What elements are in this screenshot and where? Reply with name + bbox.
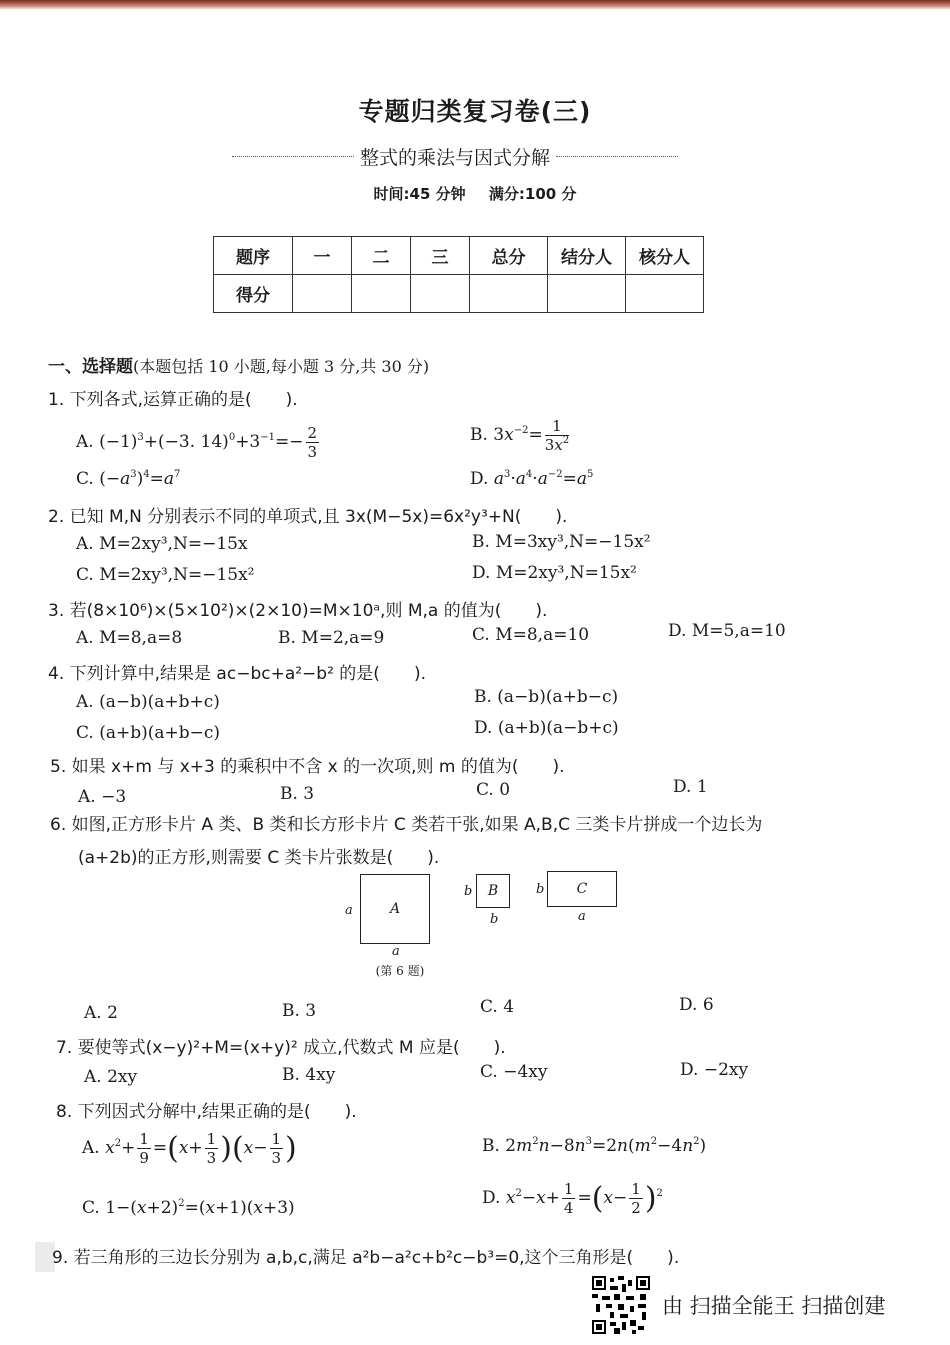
score-blank[interactable] [293, 275, 352, 313]
score-table-score-row [214, 275, 704, 313]
question-3-option-c: C. M=8,a=10 [472, 625, 590, 645]
score-blank[interactable] [470, 275, 548, 313]
exam-full-score: 满分:100 分 [488, 185, 577, 203]
question-1-option-c: C. $(-a^3)^4=a^7$ [76, 469, 181, 489]
page-title: 专题归类复习卷(三) [358, 97, 592, 126]
score-cell-part2: 二 [352, 237, 411, 275]
figure-caption: (第 6 题) [375, 964, 425, 978]
card-b-side-label: b [464, 884, 473, 899]
question-9-stem: 9. 若三角形的三边长分别为 a,b,c,满足 a²b−a²c+b²c−b³=0,这个三角形是( ). [52, 1248, 680, 1268]
subtitle-dots-right [556, 156, 678, 157]
qr-code-icon [592, 1276, 650, 1334]
question-6-stem-line2: (a+2b)的正方形,则需要 C 类卡片张数是( ). [78, 848, 440, 868]
question-2-option-a: A. M=2xy³,N=−15x [76, 534, 248, 554]
scanner-watermark [592, 1274, 932, 1334]
score-cell-label: 题序 [214, 237, 293, 275]
question-7-option-b: B. 4xy [282, 1065, 336, 1085]
score-cell-part3: 三 [411, 237, 470, 275]
question-6-option-b: B. 3 [282, 1001, 317, 1021]
question-4-stem: 4. 下列计算中,结果是 ac−bc+a²−b² 的是( ). [48, 664, 426, 684]
exam-time: 时间:45 分钟 [373, 185, 466, 203]
question-1-stem: 1. 下列各式,运算正确的是( ). [48, 390, 298, 410]
card-a-bottom-label: a [392, 944, 400, 959]
question-3-option-a: A. M=8,a=8 [76, 628, 183, 648]
question-1-option-a: A. $(-1)^3+(-3$. $14)^0+3^{-1}=-$ $\frac{2}{3}$ [76, 424, 318, 461]
question-5-option-c: C. 0 [476, 780, 511, 800]
score-table [213, 236, 704, 313]
question-3-stem: 3. 若(8×10⁶)×(5×10²)×(2×10)=M×10ᵃ,则 M,a 的值为( ). [48, 601, 548, 621]
question-5-stem: 5. 如果 x+m 与 x+3 的乘积中不含 x 的一次项,则 m 的值为( ). [50, 757, 565, 777]
question-2-option-d: D. M=2xy³,N=15x² [472, 563, 637, 583]
page-subtitle: 整式的乘法与因式分解 [360, 147, 551, 169]
exam-info [0, 183, 950, 204]
question-7-option-c: C. −4xy [480, 1062, 548, 1082]
score-blank[interactable] [352, 275, 411, 313]
score-row-label: 得分 [214, 275, 293, 313]
card-c-side-label: b [536, 882, 545, 897]
section-title: 一、选择题 [48, 357, 133, 377]
question-2-stem: 2. 已知 M,N 分别表示不同的单项式,且 3x(M−5x)=6x²y³+N( ). [48, 507, 568, 527]
question-4-option-d: D. (a+b)(a−b+c) [474, 718, 619, 738]
card-c: C [547, 871, 617, 907]
score-blank[interactable] [411, 275, 470, 313]
question-7-stem: 7. 要使等式(x−y)²+M=(x+y)² 成立,代数式 M 应是( ). [56, 1038, 506, 1058]
card-b-bottom-label: b [490, 912, 499, 927]
question-5-option-d: D. 1 [673, 777, 708, 797]
question-1-option-b: B. $3x^{-2}=$ $\frac{1}{3x^2}$ [470, 417, 570, 454]
question-1-option-d: D. $a^3\cdot a^4\cdot a^{-2}=a^5$ [470, 469, 594, 489]
score-cell-part1: 一 [293, 237, 352, 275]
question-7-option-d: D. −2xy [680, 1060, 749, 1080]
question-6-figure [330, 868, 630, 958]
top-edge-band [0, 0, 950, 10]
section-heading [48, 352, 429, 377]
scanner-text: 由 扫描全能王 扫描创建 [662, 1294, 886, 1318]
question-2-option-b: B. M=3xy³,N=−15x² [472, 532, 651, 552]
card-a: A [360, 874, 430, 944]
question-8-stem: 8. 下列因式分解中,结果正确的是( ). [56, 1102, 357, 1122]
subtitle-dots-left [232, 156, 354, 157]
section-note: (本题包括 10 小题,每小题 3 分,共 30 分) [133, 357, 430, 376]
score-blank[interactable] [626, 275, 704, 313]
score-cell-scorer: 结分人 [548, 237, 626, 275]
question-5-option-b: B. 3 [280, 784, 315, 804]
card-a-side-label: a [345, 903, 353, 918]
question-6-option-c: C. 4 [480, 997, 515, 1017]
score-cell-total: 总分 [470, 237, 548, 275]
question-6-option-d: D. 6 [679, 995, 714, 1015]
question-4-option-a: A. (a−b)(a+b+c) [76, 692, 220, 712]
score-blank[interactable] [548, 275, 626, 313]
question-8-option-c: C. $1-(x+2)^2=(x+1)(x+3)$ [82, 1198, 295, 1218]
score-cell-checker: 核分人 [626, 237, 704, 275]
question-7-option-a: A. 2xy [84, 1067, 138, 1087]
card-c-bottom-label: a [578, 909, 586, 924]
question-4-option-c: C. (a+b)(a+b−c) [76, 723, 221, 743]
score-table-header-row [214, 237, 704, 275]
question-8-option-d: D. $x^2-x+$ $\frac{1}{4}$ =(x− $\frac{1}{2}$ )$^2$ [482, 1180, 663, 1217]
card-b: B [476, 874, 510, 908]
question-4-option-b: B. (a−b)(a+b−c) [474, 687, 619, 707]
question-6-stem-line1: 6. 如图,正方形卡片 A 类、B 类和长方形卡片 C 类若干张,如果 A,B,C 三类卡片拼成一个边长为 [50, 815, 763, 835]
question-5-option-a: A. −3 [78, 787, 127, 807]
question-3-option-b: B. M=2,a=9 [278, 628, 385, 648]
question-8-option-b: B. $2m^2n-8n^3=2n(m^2-4n^2)$ [482, 1136, 707, 1156]
question-2-option-c: C. M=2xy³,N=−15x² [76, 565, 255, 585]
question-3-option-d: D. M=5,a=10 [668, 621, 786, 641]
question-8-option-a: A. $x^2+$ $\frac{1}{9}$ =(x+ $\frac{1}{3}$ )(x− $\frac{1}{3}$ ) [82, 1130, 297, 1167]
subtitle-row [232, 143, 678, 170]
question-6-option-a: A. 2 [84, 1003, 118, 1023]
